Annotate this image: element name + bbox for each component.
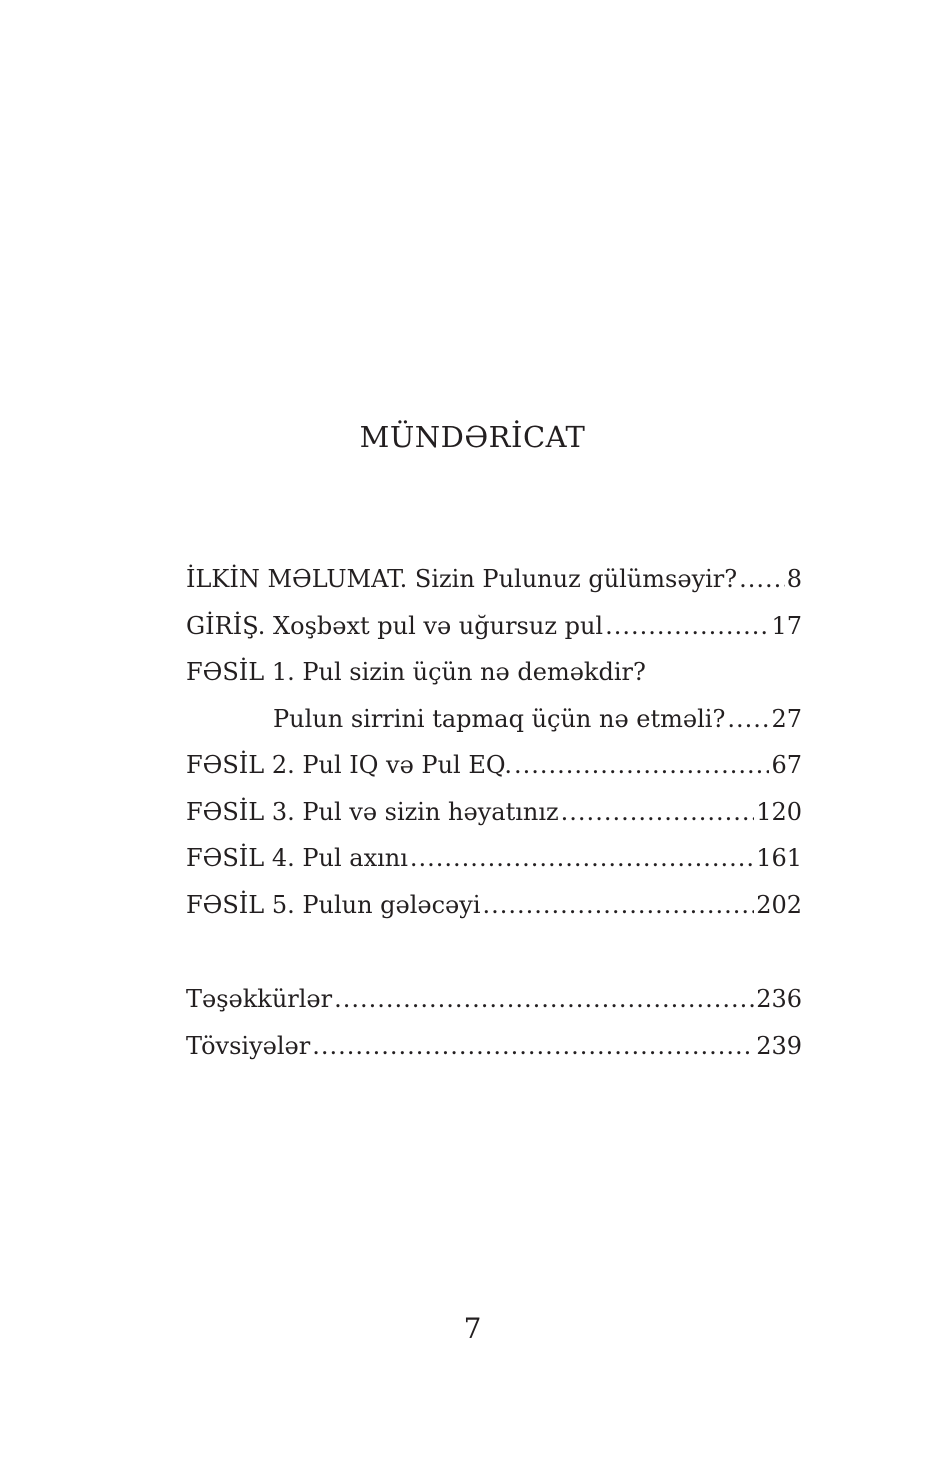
toc-entry bbox=[186, 835, 802, 882]
toc-entry-page: 161 bbox=[756, 844, 802, 872]
toc-entry-title: Təşəkkürlər bbox=[186, 985, 333, 1013]
toc-entry-title: FƏSİL 1. Pul sizin üçün nə deməkdir? bbox=[186, 658, 646, 686]
page-title: MÜNDƏRİCAT bbox=[359, 420, 586, 454]
toc-entry-title: FƏSİL 3. Pul və sizin həyatınız bbox=[186, 797, 559, 826]
toc-entry-page: 8 bbox=[786, 565, 802, 593]
toc-entry bbox=[186, 742, 802, 789]
toc-entry bbox=[186, 1023, 802, 1070]
toc-entry-page: 17 bbox=[771, 611, 802, 640]
page-number: 7 bbox=[463, 1312, 482, 1345]
toc-entry bbox=[186, 649, 802, 696]
toc-entry-title: GİRİŞ. Xoşbəxt pul və uğursuz pul bbox=[186, 611, 604, 640]
toc-dot-leader bbox=[739, 556, 785, 603]
toc-entry bbox=[186, 789, 802, 836]
toc-entry-title: FƏSİL 2. Pul IQ və Pul EQ. bbox=[186, 751, 512, 779]
toc-dot-leader bbox=[483, 882, 755, 929]
toc-dot-leader bbox=[334, 976, 754, 1023]
toc-entry bbox=[186, 976, 802, 1023]
toc-dot-leader bbox=[514, 742, 769, 789]
toc-entry-title: Pulun sirrini tapmaq üçün nə etməli? bbox=[273, 704, 726, 733]
toc-entry bbox=[186, 556, 802, 603]
toc-dot-leader bbox=[410, 835, 754, 882]
toc-entry-title: FƏSİL 5. Pulun gələcəyi bbox=[186, 890, 481, 919]
toc-entry-page: 67 bbox=[771, 751, 802, 779]
toc-dot-leader bbox=[727, 696, 769, 743]
table-of-contents bbox=[186, 556, 802, 928]
toc-entry-page: 120 bbox=[756, 797, 802, 826]
toc-entry-page: 202 bbox=[756, 890, 802, 919]
table-of-contents-backmatter bbox=[186, 976, 802, 1069]
toc-entry-page: 27 bbox=[771, 704, 802, 733]
toc-entry bbox=[186, 696, 802, 743]
toc-entry bbox=[186, 882, 802, 929]
toc-entry bbox=[186, 603, 802, 650]
toc-entry-page: 236 bbox=[756, 985, 802, 1013]
toc-entry-title: FƏSİL 4. Pul axını bbox=[186, 844, 408, 872]
toc-dot-leader bbox=[312, 1023, 754, 1070]
toc-entry-title: İLKİN MƏLUMAT. Sizin Pulunuz gülümsəyir? bbox=[186, 565, 738, 593]
toc-entry-title: Tövsiyələr bbox=[186, 1031, 311, 1060]
toc-dot-leader bbox=[561, 789, 755, 836]
toc-entry-page: 239 bbox=[756, 1031, 802, 1060]
toc-dot-leader bbox=[605, 603, 769, 650]
